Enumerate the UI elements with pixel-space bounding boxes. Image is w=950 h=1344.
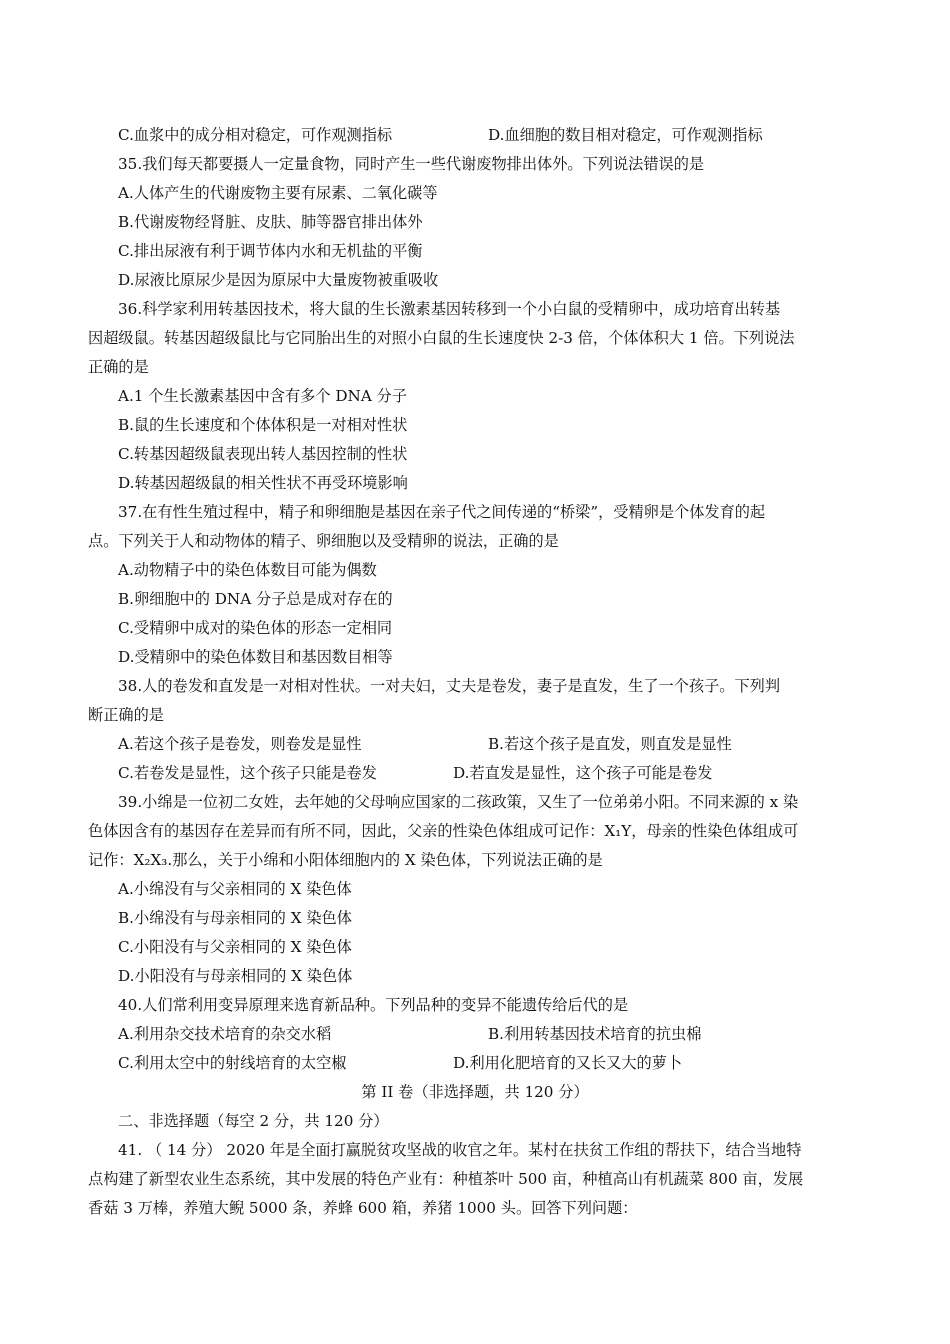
q39-option-b: B.小绵没有与母亲相同的 X 染色体: [118, 909, 352, 927]
q40-stem: 40.人们常利用变异原理来选育新品种。下列品种的变异不能遗传给后代的是: [118, 996, 629, 1014]
q36-option-a: A.1 个生长激素基因中含有多个 DNA 分子: [118, 387, 408, 405]
q35-option-c: C.排出尿液有利于调节体内水和无机盐的平衡: [118, 242, 423, 260]
q38-stem-line1: 38.人的卷发和直发是一对相对性状。一对夫妇，丈夫是卷发，妻子是直发，生了一个孩子。下列判: [118, 677, 781, 695]
q39-stem-line2: 色体因含有的基因存在差异而有所不同，因此，父亲的性染色体组成可记作：X₁Y，母亲的性染色体组成可: [88, 822, 799, 840]
q38-option-c: C.若卷发是显性，这个孩子只能是卷发: [118, 764, 377, 782]
q39-option-d: D.小阳没有与母亲相同的 X 染色体: [118, 967, 353, 985]
q35-stem: 35.我们每天都要摄人一定量食物，同时产生一些代谢废物排出体外。下列说法错误的是: [118, 155, 705, 173]
q36-option-c: C.转基因超级鼠表现出转人基因控制的性状: [118, 445, 408, 463]
q41-stem-line2: 点构建了新型农业生态系统，其中发展的特色产业有：种植茶叶 500 亩，种植高山有机蔬菜 800 亩，发展: [88, 1170, 804, 1188]
q34-option-c: C.血浆中的成分相对稳定，可作观测指标: [118, 126, 393, 144]
q39-stem-line1: 39.小绵是一位初二女姓，去年她的父母响应国家的二孩政策，又生了一位弟弟小阳。不同来源的 x 染: [118, 793, 799, 811]
q38-option-b: B.若这个孩子是直发，则直发是显性: [488, 735, 732, 753]
q38-option-d: D.若直发是显性，这个孩子可能是卷发: [453, 764, 713, 782]
q37-stem-line2: 点。下列关于人和动物体的精子、卵细胞以及受精卵的说法，正确的是: [88, 532, 559, 550]
q40-option-b: B.利用转基因技术培育的抗虫棉: [488, 1025, 702, 1043]
q36-option-d: D.转基因超级鼠的相关性状不再受环境影响: [118, 474, 408, 492]
q34-option-d: D.血细胞的数目相对稳定，可作观测指标: [488, 126, 763, 144]
q41-stem-line3: 香菇 3 万棒，养殖大鲵 5000 条，养蜂 600 箱，养猪 1000 头。回答下列问题：: [88, 1199, 638, 1217]
section-ii-title: 第 II 卷（非选择题，共 120 分）: [361, 1083, 589, 1101]
q39-option-c: C.小阳没有与父亲相同的 X 染色体: [118, 938, 352, 956]
q39-stem-line3: 记作：X₂X₃.那么，关于小绵和小阳体细胞内的 X 染色体，下列说法正确的是: [88, 851, 603, 869]
q38-option-a: A.若这个孩子是卷发，则卷发是显性: [118, 735, 362, 753]
q35-option-d: D.尿液比原尿少是因为原尿中大量废物被重吸收: [118, 271, 439, 289]
q36-stem-line3: 正确的是: [88, 358, 149, 376]
q35-option-a: A.人体产生的代谢废物主要有尿素、二氧化碳等: [118, 184, 438, 202]
q37-stem-line1: 37.在有性生殖过程中，精子和卵细胞是基因在亲子代之间传递的“桥梁”，受精卵是个体发育的起: [118, 503, 766, 521]
q40-option-a: A.利用杂交技术培育的杂交水稻: [118, 1025, 332, 1043]
q37-option-d: D.受精卵中的染色体数目和基因数目相等: [118, 648, 393, 666]
q37-option-a: A.动物精子中的染色体数目可能为偶数: [118, 561, 377, 579]
q40-option-c: C.利用太空中的射线培育的太空椒: [118, 1054, 347, 1072]
q41-stem-line1: 41. （ 14 分） 2020 年是全面打赢脱贫攻坚战的收官之年。某村在扶贫工作组的帮扶下，结合当地特: [118, 1141, 802, 1159]
q39-option-a: A.小绵没有与父亲相同的 X 染色体: [118, 880, 352, 898]
q36-option-b: B.鼠的生长速度和个体体积是一对相对性状: [118, 416, 408, 434]
q36-stem-line1: 36.科学家利用转基因技术，将大鼠的生长激素基因转移到一个小白鼠的受精卵中，成功培育出转基: [118, 300, 781, 318]
q37-option-b: B.卵细胞中的 DNA 分子总是成对存在的: [118, 590, 393, 608]
section-heading: 二、非选择题（每空 2 分，共 120 分）: [118, 1112, 389, 1130]
q35-option-b: B.代谢废物经肾脏、皮肤、肺等器官排出体外: [118, 213, 423, 231]
q37-option-c: C.受精卵中成对的染色体的形态一定相同: [118, 619, 393, 637]
q40-option-d: D.利用化肥培育的又长又大的萝卜: [453, 1054, 683, 1072]
q36-stem-line2: 因超级鼠。转基因超级鼠比与它同胎出生的对照小白鼠的生长速度快 2-3 倍，个体体积大 1 倍。下列说法: [88, 329, 795, 347]
q38-stem-line2: 断正确的是: [88, 706, 164, 724]
